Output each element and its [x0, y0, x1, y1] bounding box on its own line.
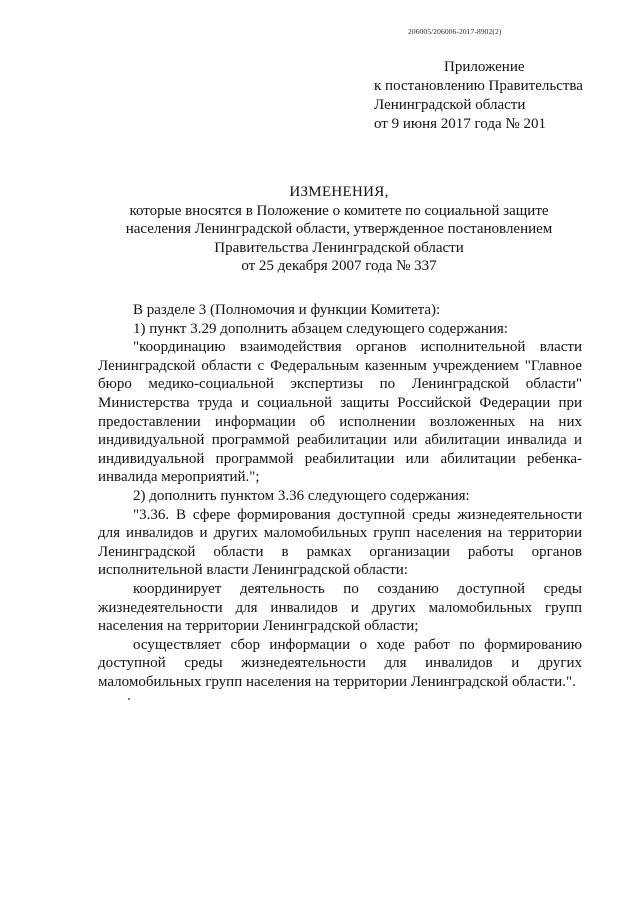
scan-speck — [128, 698, 130, 700]
title-line: которые вносятся в Положение о комитете по социальной защите — [129, 202, 549, 219]
title-line: населения Ленинградской области, утвержденное постановлением — [125, 221, 553, 237]
title-line: Правительства Ленинградской области — [214, 239, 464, 256]
approval-line-date: от 9 июня 2017 года № 201 — [374, 116, 546, 132]
paragraph-item-1: 1) пункт 3.29 дополнить абзацем следующего содержания: — [133, 320, 508, 337]
document-code: 206005/206006-2017-8902(2) — [408, 27, 502, 36]
paragraph-quote-3-36: "3.36. В сфере формирования доступной среды жизнедеятельности для инвалидов и других маломобильных групп населения на территории Ленинградской области в рамках организации работы органов исполнительной власти Ленинградской области: — [98, 506, 582, 579]
approval-line-region: Ленинградской области — [374, 97, 526, 113]
title-heading: ИЗМЕНЕНИЯ, — [289, 184, 389, 200]
paragraph-section-intro: В разделе 3 (Полномочия и функции Комитета): — [133, 302, 441, 318]
document-body — [98, 301, 582, 691]
paragraph-quote-coordination: "координацию взаимодействия органов исполнительной власти Ленинградской области с Федеральным казенным учреждением "Главное бюро медико-социальной экспертизы по Ленинградской области" Министерства труда и социальной защиты Российской Федерации при предоставлении информации об исполнении возложенных на них индивидуальной программой реабилитации или абилитации инвалида и индивидуальной программой реабилитации или абилитации ребенка-инвалида мероприятий."; — [98, 339, 582, 486]
approval-block — [374, 58, 624, 134]
paragraph-item-2: 2) дополнить пунктом 3.36 следующего содержания: — [133, 487, 470, 504]
paragraph-coordinates: координирует деятельность по созданию доступной среды жизнедеятельности для инвалидов и других маломобильных групп населения на территории Ленинградской области; — [98, 580, 582, 635]
approval-line-resolution: к постановлению Правительства — [374, 78, 583, 94]
approval-line-appendix: Приложение — [444, 59, 525, 75]
document-title — [98, 183, 580, 276]
paragraph-collects-info: осуществляет сбор информации о ходе работ по формированию доступной среды жизнедеятельности для инвалидов и других маломобильных групп населения на территории Ленинградской области.". — [98, 636, 582, 690]
title-line: от 25 декабря 2007 года № 337 — [241, 258, 437, 274]
